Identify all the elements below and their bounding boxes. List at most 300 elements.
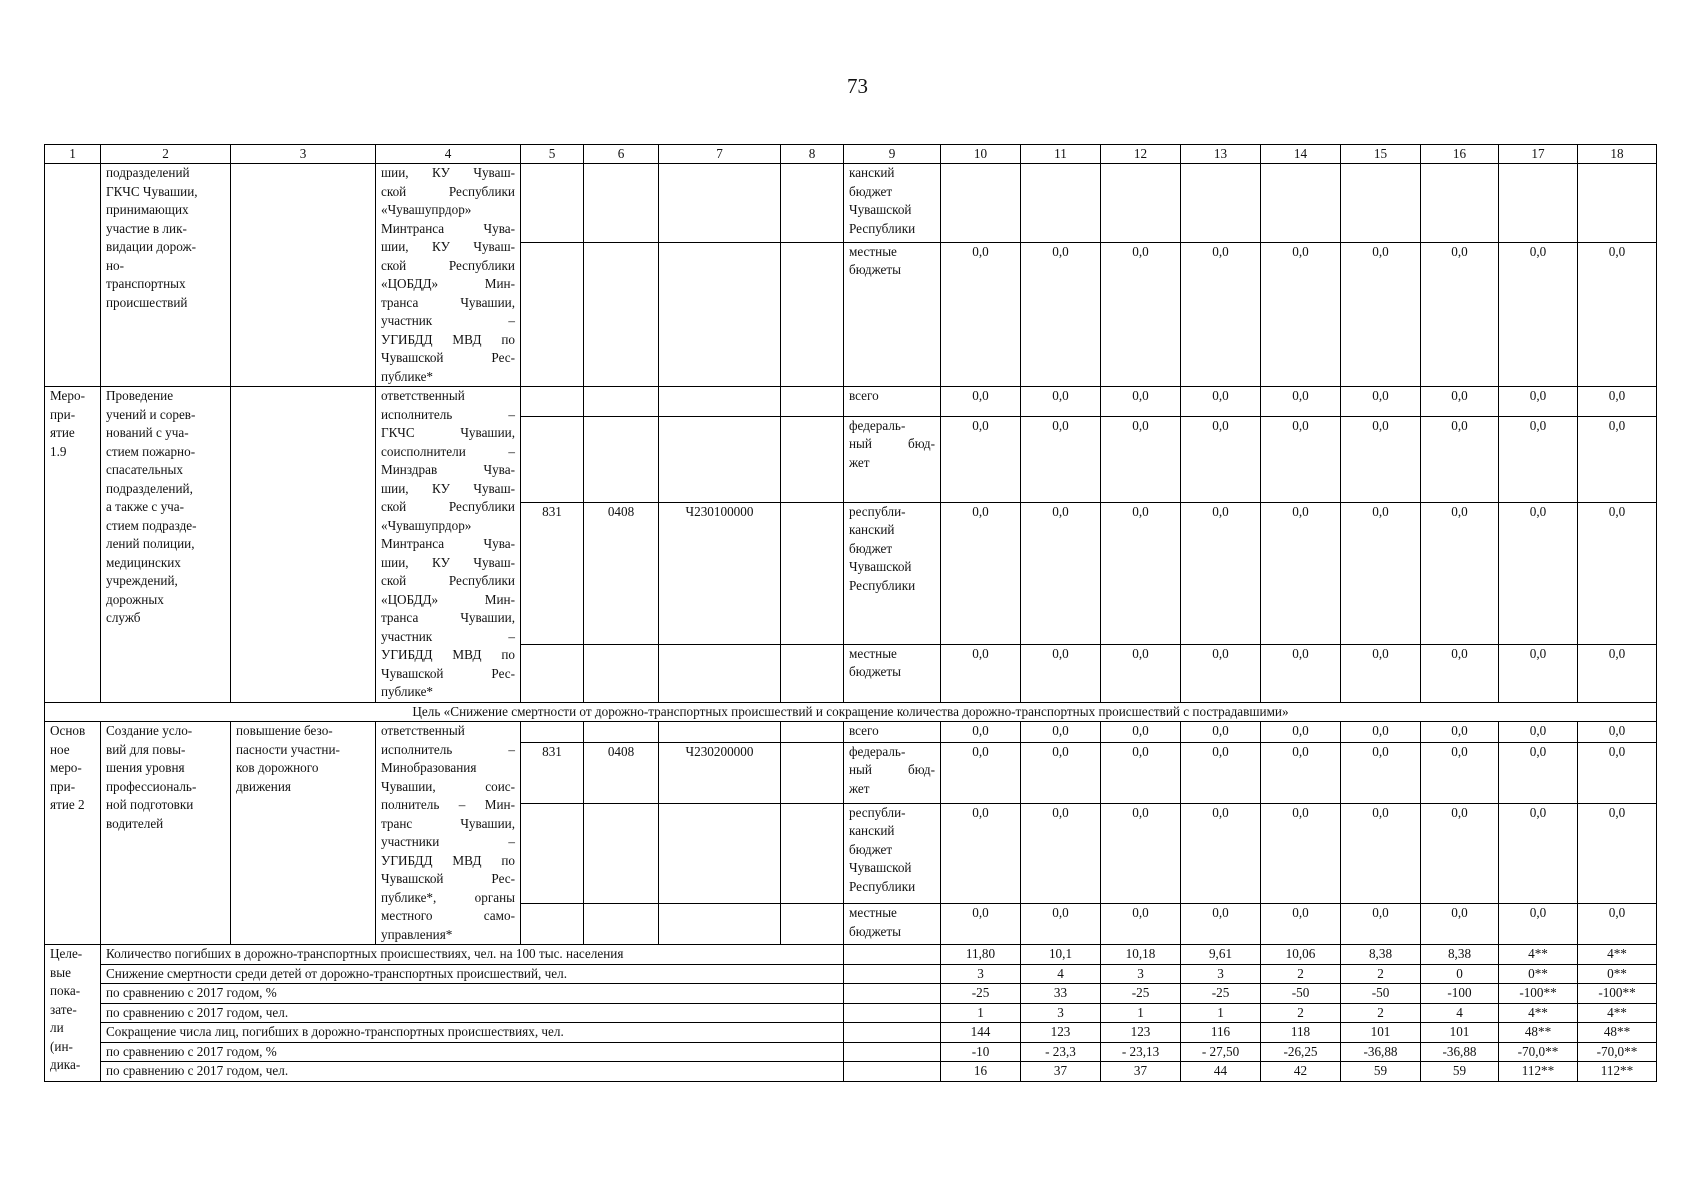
executor-line: «Чувашупрдор» xyxy=(381,202,472,217)
funding-value: 0,0 xyxy=(1101,904,1181,945)
code-col5: 831 xyxy=(521,502,584,644)
measure-name-line: транспортных xyxy=(106,276,186,291)
indicator-value: -100 xyxy=(1421,984,1499,1004)
indicator-value: 10,06 xyxy=(1261,945,1341,965)
executor-line: «Чувашупрдор» xyxy=(381,517,472,533)
funding-value: 0,0 xyxy=(1181,644,1261,702)
code-col5: 831 xyxy=(521,742,584,803)
column-number: 4 xyxy=(376,145,521,164)
executor-line: шии, КУ Чуваш- xyxy=(381,165,515,180)
indicator-row xyxy=(45,1023,1657,1043)
funding-value: 0,0 xyxy=(1101,387,1181,417)
measure-name-line: шения уровня xyxy=(106,760,185,775)
code-col5 xyxy=(521,722,584,743)
funding-value: 0,0 xyxy=(1261,722,1341,743)
code-col8 xyxy=(781,904,844,945)
funding-source-line: бюджеты xyxy=(849,664,902,680)
funding-value: 0,0 xyxy=(1341,904,1421,945)
indicator-value: 42 xyxy=(1261,1062,1341,1082)
indicator-value: 4 xyxy=(1421,1003,1499,1023)
funding-value: 0,0 xyxy=(1499,416,1578,502)
funding-source-line: канский xyxy=(849,823,895,839)
indicator-value: -100** xyxy=(1578,984,1657,1004)
funding-source-line: Чувашской xyxy=(849,860,912,876)
executor-line: исполнитель – xyxy=(381,741,515,757)
indicator-value: -70,0** xyxy=(1499,1042,1578,1062)
funding-source-line: канский xyxy=(849,165,895,180)
funding-source-line: местные xyxy=(849,645,897,661)
funding-value: 0,0 xyxy=(1341,803,1421,903)
funding-value: 0,0 xyxy=(1181,904,1261,945)
column-number: 11 xyxy=(1021,145,1101,164)
funding-row xyxy=(45,164,1657,243)
indicator-value: 112** xyxy=(1499,1062,1578,1082)
code-col8 xyxy=(781,803,844,903)
code-col6 xyxy=(584,164,659,243)
column-number: 17 xyxy=(1499,145,1578,164)
code-col6: 0408 xyxy=(584,742,659,803)
executor-line: УГИБДД МВД по xyxy=(381,647,515,662)
funding-value: 0,0 xyxy=(941,904,1021,945)
indicator-value: 1 xyxy=(941,1003,1021,1023)
code-col6 xyxy=(584,803,659,903)
indicator-label: по сравнению с 2017 годом, % xyxy=(101,984,844,1004)
task-line: пасности участни- xyxy=(236,741,340,757)
goal-row xyxy=(45,702,1657,722)
funding-source-cell xyxy=(844,742,941,803)
funding-value: 0,0 xyxy=(1181,416,1261,502)
indicator-row xyxy=(45,945,1657,965)
funding-value: 0,0 xyxy=(1261,904,1341,945)
funding-source-line: ный бюд- xyxy=(849,762,935,778)
indicator-value: 2 xyxy=(1261,1003,1341,1023)
column-number: 12 xyxy=(1101,145,1181,164)
code-col5 xyxy=(521,387,584,417)
funding-value: 0,0 xyxy=(1101,742,1181,803)
indicator-label: Количество погибших в дорожно-транспортных происшествиях, чел. на 100 тыс. населения xyxy=(101,945,844,965)
column-number: 15 xyxy=(1341,145,1421,164)
measure-name-line: стием подразде- xyxy=(106,517,197,533)
executor-line: Чувашской Рес- xyxy=(381,350,515,365)
measure-name-line: стием пожарно- xyxy=(106,443,196,459)
funding-value: 0,0 xyxy=(1578,502,1657,644)
measure-name-line: учреждений, xyxy=(106,573,178,588)
measure-code-line: меро- xyxy=(50,760,82,775)
indicator-value: - 23,13 xyxy=(1101,1042,1181,1062)
funding-value: 0,0 xyxy=(1101,722,1181,743)
funding-value: 0,0 xyxy=(1261,644,1341,702)
indicator-value: -36,88 xyxy=(1341,1042,1421,1062)
code-col7: Ч230200000 xyxy=(659,742,781,803)
funding-row xyxy=(45,722,1657,743)
indicator-label: по сравнению с 2017 годом, чел. xyxy=(101,1003,844,1023)
executor-line: «ЦОБДД» Мин- xyxy=(381,591,515,607)
funding-value: 0,0 xyxy=(1578,387,1657,417)
measure-name-line: происшествий xyxy=(106,294,188,310)
measure-name-line: профессиональ- xyxy=(106,778,197,794)
column-number: 18 xyxy=(1578,145,1657,164)
executor-line: полнитель – Мин- xyxy=(381,797,515,812)
code-col6: 0408 xyxy=(584,502,659,644)
measure-name-line: учений и сорев- xyxy=(106,406,196,422)
indicator-value: -100** xyxy=(1499,984,1578,1004)
executor-line: Чувашской Рес- xyxy=(381,665,515,681)
funding-value: 0,0 xyxy=(1421,502,1499,644)
indicator-value: 4** xyxy=(1499,945,1578,965)
executor-line: шии, КУ Чуваш- xyxy=(381,239,515,254)
funding-value: 0,0 xyxy=(1499,242,1578,386)
code-col6 xyxy=(584,416,659,502)
funding-source-line: федераль- xyxy=(849,743,906,759)
funding-value: 0,0 xyxy=(1421,242,1499,386)
executor-line: транса Чувашии, xyxy=(381,294,515,310)
indicator-value: 59 xyxy=(1341,1062,1421,1082)
task-cell xyxy=(231,164,376,387)
executor-line: Минтранса Чува- xyxy=(381,220,515,236)
executor-line: исполнитель – xyxy=(381,406,515,422)
funding-value: 0,0 xyxy=(941,722,1021,743)
executor-line: Чувашии, соис- xyxy=(381,778,515,794)
funding-value xyxy=(1421,164,1499,243)
funding-source-line: местные xyxy=(849,905,897,921)
indicator-value: 0** xyxy=(1578,964,1657,984)
funding-value xyxy=(941,164,1021,243)
code-col8 xyxy=(781,242,844,386)
funding-value: 0,0 xyxy=(941,502,1021,644)
funding-value: 0,0 xyxy=(1499,644,1578,702)
funding-value: 0,0 xyxy=(941,644,1021,702)
indicator-col9 xyxy=(844,1023,941,1043)
code-col8 xyxy=(781,387,844,417)
funding-source-line: бюджеты xyxy=(849,923,902,939)
indicator-value: 2 xyxy=(1341,964,1421,984)
indicator-value: -26,25 xyxy=(1261,1042,1341,1062)
funding-source-line: ный бюд- xyxy=(849,436,935,452)
measure-name-line: вий для повы- xyxy=(106,741,186,757)
funding-value: 0,0 xyxy=(1101,502,1181,644)
indicator-value: - 27,50 xyxy=(1181,1042,1261,1062)
funding-value: 0,0 xyxy=(941,242,1021,386)
indicators-heading-line: зате- xyxy=(50,1001,77,1017)
measure-code-line: Меро- xyxy=(50,388,85,403)
measure-name-line: принимающих xyxy=(106,202,189,217)
funding-value: 0,0 xyxy=(1181,387,1261,417)
funding-value: 0,0 xyxy=(1421,722,1499,743)
indicator-value: 8,38 xyxy=(1341,945,1421,965)
indicator-value: 101 xyxy=(1341,1023,1421,1043)
column-number: 8 xyxy=(781,145,844,164)
funding-value: 0,0 xyxy=(1341,416,1421,502)
funding-source-cell xyxy=(844,722,941,743)
measure-name-cell xyxy=(101,164,231,387)
funding-source-line: Республики xyxy=(849,577,916,593)
code-col6 xyxy=(584,644,659,702)
measure-name-line: Проведение xyxy=(106,388,174,403)
code-col5 xyxy=(521,242,584,386)
measure-code-cell xyxy=(45,164,101,387)
funding-value: 0,0 xyxy=(1021,416,1101,502)
measure-name-line: а также с уча- xyxy=(106,499,185,514)
executor-line: транса Чувашии, xyxy=(381,610,515,625)
funding-value xyxy=(1341,164,1421,243)
indicator-value: 9,61 xyxy=(1181,945,1261,965)
column-number: 9 xyxy=(844,145,941,164)
funding-source-line: Республики xyxy=(849,878,916,894)
funding-source-line: Республики xyxy=(849,220,916,236)
indicator-value: 48** xyxy=(1578,1023,1657,1043)
code-col5 xyxy=(521,164,584,243)
column-number: 16 xyxy=(1421,145,1499,164)
funding-value: 0,0 xyxy=(1261,742,1341,803)
indicator-value: 118 xyxy=(1261,1023,1341,1043)
funding-value: 0,0 xyxy=(1578,416,1657,502)
executor-line: ответственный xyxy=(381,388,465,403)
indicator-value: 10,1 xyxy=(1021,945,1101,965)
code-col7 xyxy=(659,416,781,502)
measure-name-line: ГКЧС Чувашии, xyxy=(106,183,198,199)
indicator-value: 1 xyxy=(1101,1003,1181,1023)
funding-value xyxy=(1021,164,1101,243)
measure-name-line: подразделений xyxy=(106,165,190,180)
indicator-label: Снижение смертности среди детей от дорожно-транспортных происшествий, чел. xyxy=(101,964,844,984)
executor-line: транс Чувашии, xyxy=(381,815,515,831)
funding-source-cell xyxy=(844,904,941,945)
executor-line: ской Республики xyxy=(381,499,515,514)
executor-line: Минтранса Чува- xyxy=(381,536,515,551)
code-col6 xyxy=(584,904,659,945)
funding-source-cell xyxy=(844,242,941,386)
code-col7 xyxy=(659,164,781,243)
funding-value: 0,0 xyxy=(1421,644,1499,702)
task-cell xyxy=(231,387,376,703)
column-number: 3 xyxy=(231,145,376,164)
indicator-value: 4** xyxy=(1578,1003,1657,1023)
funding-source-cell xyxy=(844,387,941,417)
indicators-heading-line: вые xyxy=(50,964,71,980)
executor-line: УГИБДД МВД по xyxy=(381,852,515,868)
indicator-value: -25 xyxy=(941,984,1021,1004)
funding-value: 0,0 xyxy=(1341,644,1421,702)
measure-name-line: Создание усло- xyxy=(106,723,193,738)
funding-source-cell xyxy=(844,416,941,502)
funding-value: 0,0 xyxy=(1421,387,1499,417)
executor-line: Минздрав Чува- xyxy=(381,462,515,477)
funding-value xyxy=(1261,164,1341,243)
funding-value: 0,0 xyxy=(1421,904,1499,945)
indicator-col9 xyxy=(844,964,941,984)
funding-value xyxy=(1499,164,1578,243)
code-col8 xyxy=(781,164,844,243)
code-col7 xyxy=(659,387,781,417)
funding-source-line: жет xyxy=(849,454,870,470)
column-number: 14 xyxy=(1261,145,1341,164)
funding-value: 0,0 xyxy=(1181,242,1261,386)
code-col8 xyxy=(781,722,844,743)
executor-line: управления* xyxy=(381,926,453,942)
indicator-value: - 23,3 xyxy=(1021,1042,1101,1062)
column-number-row xyxy=(45,145,1657,164)
indicator-value: 0** xyxy=(1499,964,1578,984)
code-col8 xyxy=(781,416,844,502)
funding-value: 0,0 xyxy=(1499,803,1578,903)
funding-value: 0,0 xyxy=(1578,803,1657,903)
measure-name-line: участие в лик- xyxy=(106,220,187,236)
indicator-value: -50 xyxy=(1341,984,1421,1004)
executor-line: местного само- xyxy=(381,908,515,923)
funding-source-line: бюджет xyxy=(849,540,893,556)
indicators-heading-line: (ин- xyxy=(50,1038,73,1054)
executor-line: ской Республики xyxy=(381,257,515,273)
column-number: 6 xyxy=(584,145,659,164)
funding-source-line: бюджет xyxy=(849,183,893,199)
funding-value: 0,0 xyxy=(1021,242,1101,386)
indicator-value: 4** xyxy=(1578,945,1657,965)
indicator-row xyxy=(45,1062,1657,1082)
measure-name-line: но- xyxy=(106,257,125,273)
funding-value: 0,0 xyxy=(1181,803,1261,903)
funding-value: 0,0 xyxy=(1578,644,1657,702)
funding-value: 0,0 xyxy=(1499,722,1578,743)
measure-name-line: подразделений, xyxy=(106,480,193,496)
indicator-value: 10,18 xyxy=(1101,945,1181,965)
funding-source-line: Чувашской xyxy=(849,559,912,575)
funding-value: 0,0 xyxy=(1341,242,1421,386)
funding-value: 0,0 xyxy=(1578,242,1657,386)
column-number: 2 xyxy=(101,145,231,164)
funding-value: 0,0 xyxy=(1421,416,1499,502)
funding-source-line: местные xyxy=(849,243,897,259)
executor-line: ГКЧС Чувашии, xyxy=(381,425,515,440)
indicator-value: 37 xyxy=(1021,1062,1101,1082)
indicator-value: 116 xyxy=(1181,1023,1261,1043)
measure-name-line: спасательных xyxy=(106,462,184,477)
funding-value: 0,0 xyxy=(1261,416,1341,502)
funding-value: 0,0 xyxy=(941,416,1021,502)
executor-line: публике*, органы xyxy=(381,889,515,905)
funding-row xyxy=(45,387,1657,417)
code-col7 xyxy=(659,904,781,945)
executor-line: ской Республики xyxy=(381,183,515,199)
indicator-col9 xyxy=(844,1003,941,1023)
funding-value: 0,0 xyxy=(1021,387,1101,417)
executor-line: публике* xyxy=(381,684,434,699)
indicator-value: -25 xyxy=(1181,984,1261,1004)
executor-line: шии, КУ Чуваш- xyxy=(381,554,515,570)
funding-value xyxy=(1181,164,1261,243)
measure-name-line: нований с уча- xyxy=(106,425,189,440)
indicator-value: -70,0** xyxy=(1578,1042,1657,1062)
funding-value: 0,0 xyxy=(1578,722,1657,743)
indicators-heading-line: Целе- xyxy=(50,946,83,961)
funding-source-line: бюджеты xyxy=(849,262,902,278)
code-col6 xyxy=(584,722,659,743)
executor-line: «ЦОБДД» Мин- xyxy=(381,276,515,291)
code-col5 xyxy=(521,644,584,702)
executor-line: УГИБДД МВД по xyxy=(381,331,515,347)
column-number: 1 xyxy=(45,145,101,164)
code-col7 xyxy=(659,242,781,386)
executor-line: ответственный xyxy=(381,723,465,738)
funding-value: 0,0 xyxy=(1021,722,1101,743)
funding-value: 0,0 xyxy=(1181,502,1261,644)
funding-value: 0,0 xyxy=(1181,722,1261,743)
code-col8 xyxy=(781,502,844,644)
measure-code-line: ятие xyxy=(50,425,75,440)
funding-source-line: республи- xyxy=(849,503,906,519)
funding-value: 0,0 xyxy=(1261,242,1341,386)
indicator-col9 xyxy=(844,1042,941,1062)
executor-line: соисполнители – xyxy=(381,443,515,459)
funding-source-line: бюджет xyxy=(849,841,893,857)
funding-value: 0,0 xyxy=(1341,502,1421,644)
indicators-heading-line: пока- xyxy=(50,983,81,998)
code-col5 xyxy=(521,904,584,945)
column-number: 13 xyxy=(1181,145,1261,164)
indicator-value: 59 xyxy=(1421,1062,1499,1082)
indicator-value: 44 xyxy=(1181,1062,1261,1082)
indicator-label: по сравнению с 2017 годом, чел. xyxy=(101,1062,844,1082)
indicator-value: 3 xyxy=(1021,1003,1101,1023)
indicator-value: -36,88 xyxy=(1421,1042,1499,1062)
funding-value: 0,0 xyxy=(1341,742,1421,803)
indicator-value: 2 xyxy=(1341,1003,1421,1023)
code-col8 xyxy=(781,644,844,702)
measure-code-cell xyxy=(45,387,101,703)
indicator-row xyxy=(45,984,1657,1004)
executor-line: участник – xyxy=(381,313,515,328)
funding-value: 0,0 xyxy=(1261,387,1341,417)
measure-name-cell xyxy=(101,387,231,703)
funding-source-line: Чувашской xyxy=(849,202,912,217)
funding-source-cell xyxy=(844,644,941,702)
funding-value: 0,0 xyxy=(1499,904,1578,945)
measure-code-line: 1.9 xyxy=(50,443,67,459)
indicator-value: 48** xyxy=(1499,1023,1578,1043)
task-cell xyxy=(231,722,376,945)
funding-source-cell xyxy=(844,803,941,903)
measure-name-line: водителей xyxy=(106,815,164,831)
measure-name-line: дорожных xyxy=(106,591,164,607)
funding-source-line: всего xyxy=(849,388,879,403)
indicator-value: 112** xyxy=(1578,1062,1657,1082)
indicator-value: 37 xyxy=(1101,1062,1181,1082)
task-line: ков дорожного xyxy=(236,760,319,775)
funding-value: 0,0 xyxy=(1261,803,1341,903)
funding-source-cell xyxy=(844,502,941,644)
funding-value: 0,0 xyxy=(1101,803,1181,903)
funding-source-cell xyxy=(844,164,941,243)
funding-value: 0,0 xyxy=(1021,502,1101,644)
indicator-value: 11,80 xyxy=(941,945,1021,965)
executor-line: участник – xyxy=(381,628,515,644)
measure-code-line: при- xyxy=(50,406,76,422)
column-number: 5 xyxy=(521,145,584,164)
funding-value: 0,0 xyxy=(1021,644,1101,702)
indicator-value: 8,38 xyxy=(1421,945,1499,965)
code-col6 xyxy=(584,242,659,386)
funding-value: 0,0 xyxy=(1101,416,1181,502)
column-number: 10 xyxy=(941,145,1021,164)
page-number: 73 xyxy=(847,74,868,98)
funding-value: 0,0 xyxy=(1021,742,1101,803)
funding-source-line: жет xyxy=(849,780,870,796)
indicators-heading-line: ли xyxy=(50,1020,64,1035)
indicator-row xyxy=(45,964,1657,984)
funding-value: 0,0 xyxy=(1499,502,1578,644)
indicator-value: 3 xyxy=(1181,964,1261,984)
executor-line: публике* xyxy=(381,368,434,384)
task-line: повышение безо- xyxy=(236,723,333,738)
